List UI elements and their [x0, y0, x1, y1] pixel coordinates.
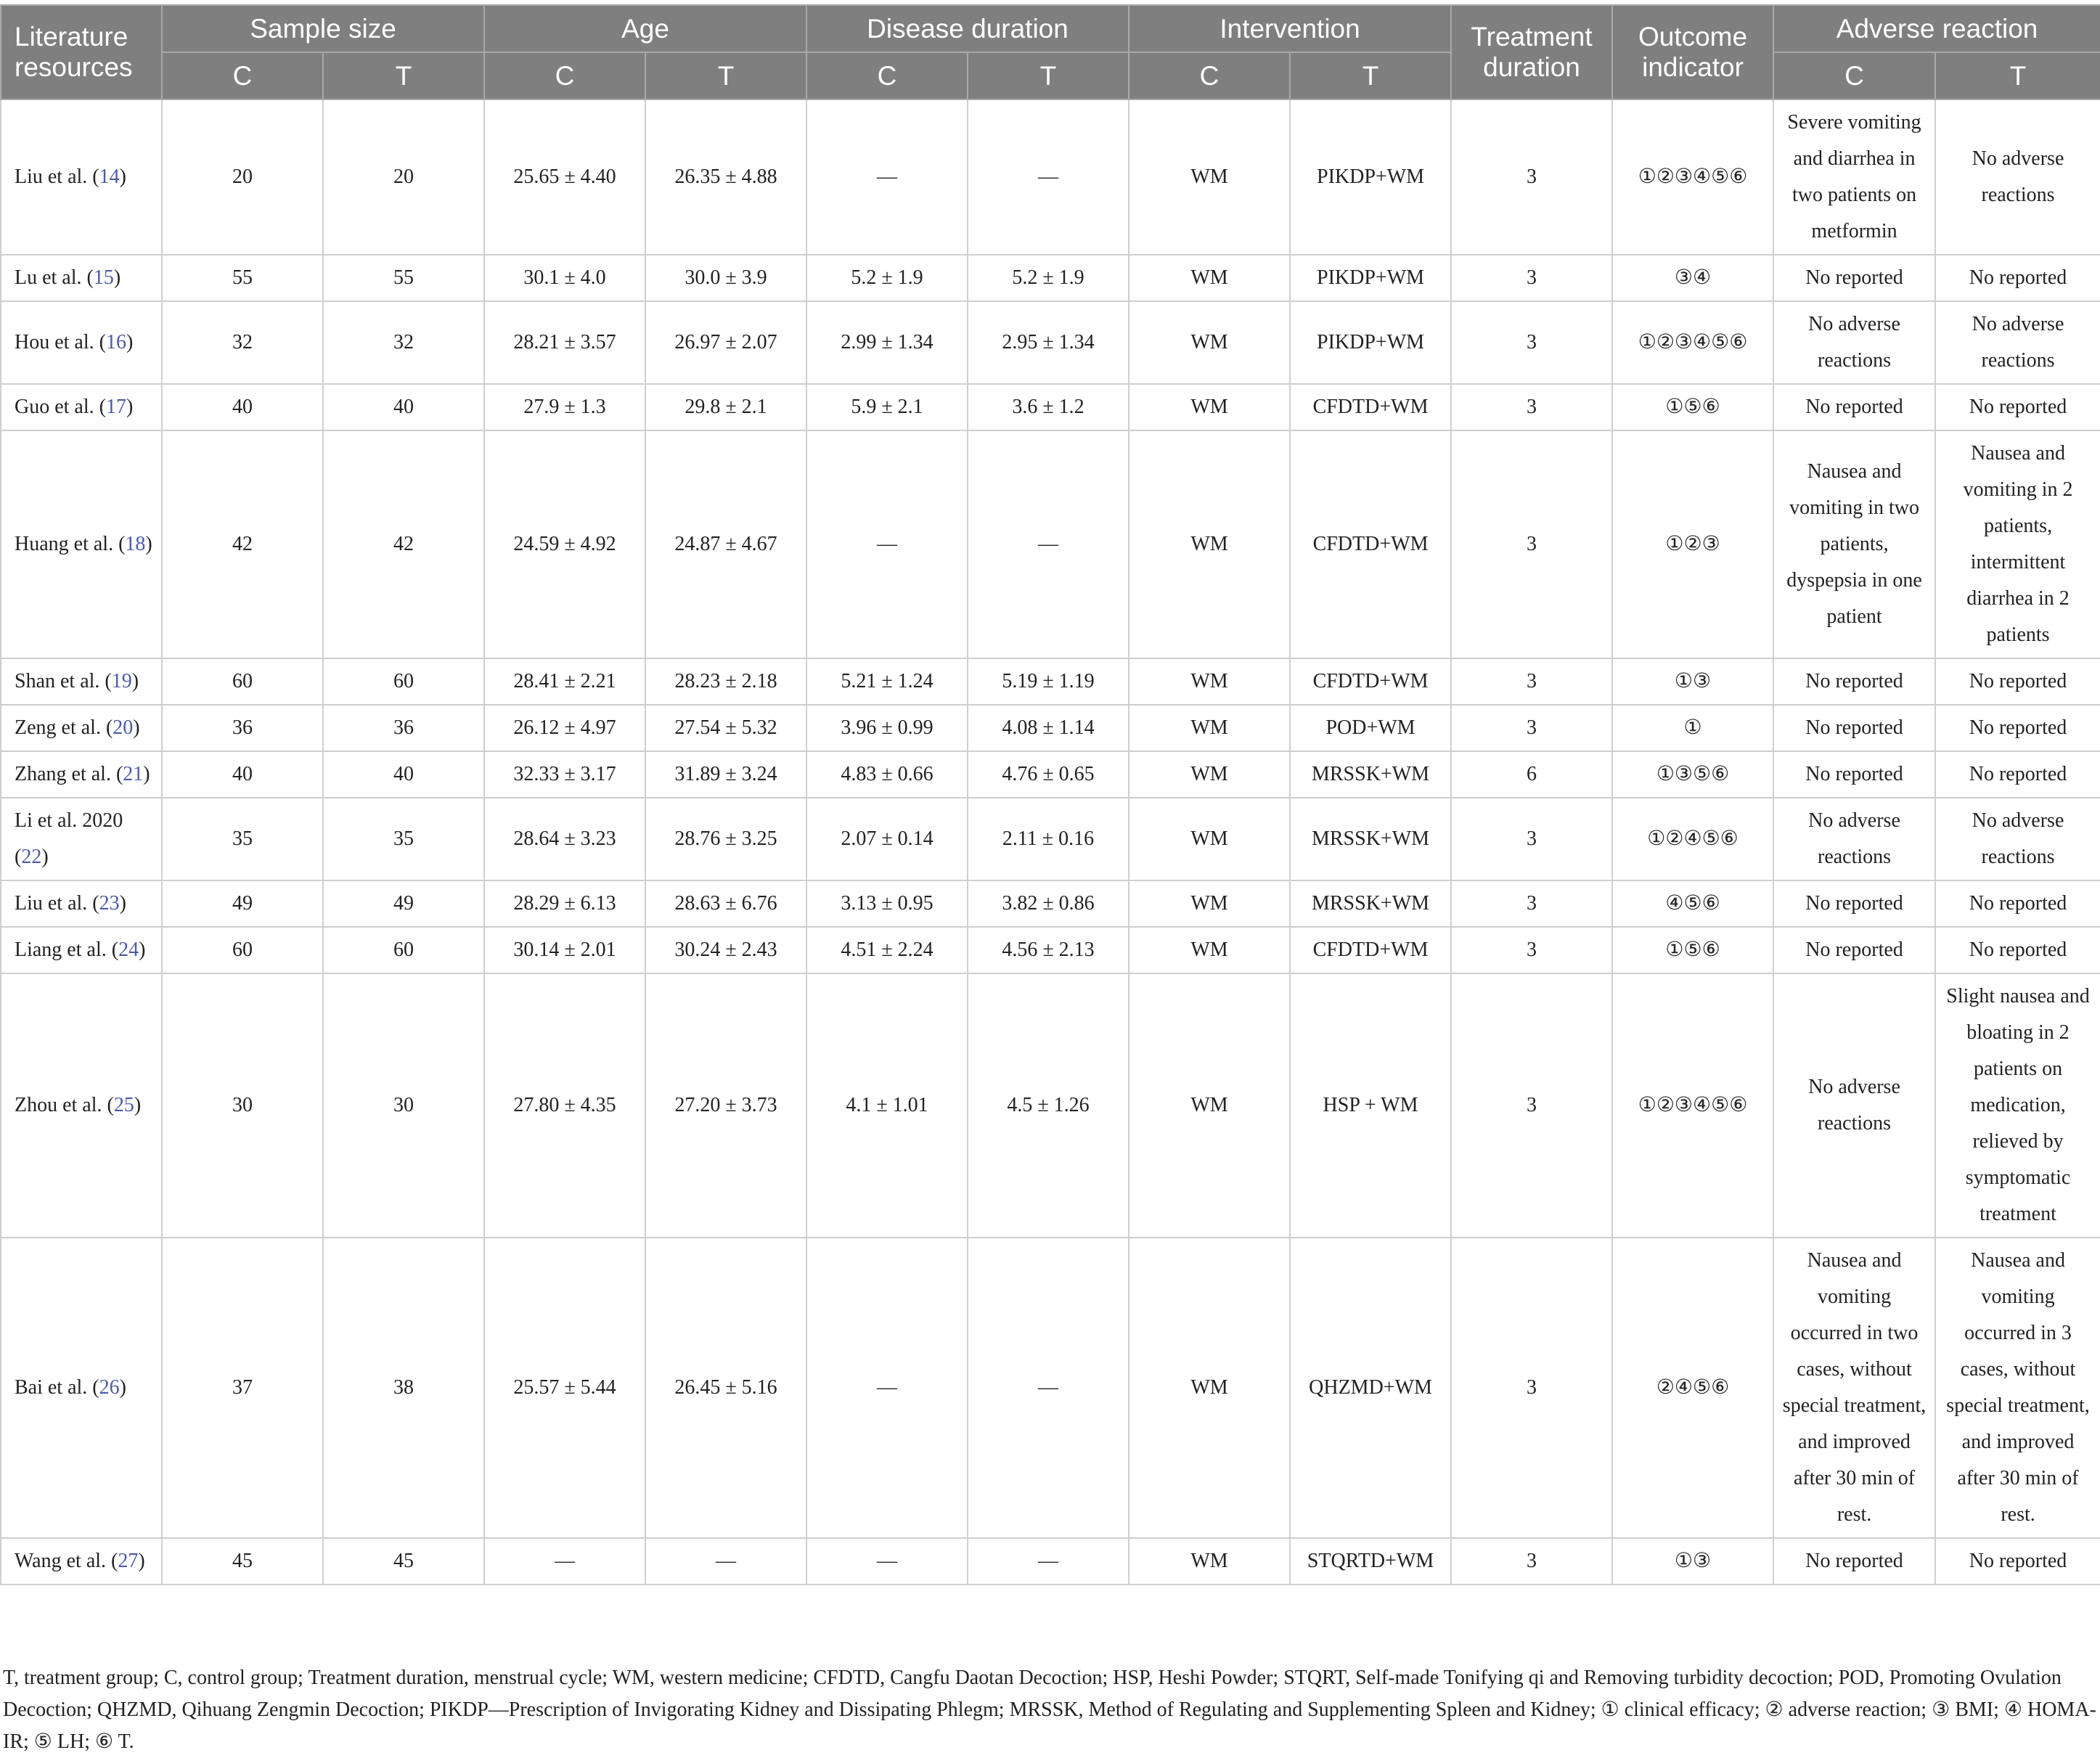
age-c-cell: 30.14 ± 2.01 — [484, 927, 645, 973]
sample-size-c-cell: 60 — [162, 927, 323, 973]
literature-cell — [1, 798, 162, 880]
duration-t-cell: 4.76 ± 0.65 — [968, 751, 1129, 798]
subheader-c: C — [1129, 52, 1290, 99]
author-text: Liang et al. ( — [15, 939, 119, 961]
literature-cell — [1, 658, 162, 705]
intervention-t-cell: PIKDP+WM — [1290, 301, 1451, 384]
age-t-cell: 28.76 ± 3.25 — [645, 798, 806, 880]
table-row — [1, 751, 2100, 798]
study-characteristics-table-wrapper — [0, 4, 2100, 1585]
age-c-cell: 25.57 ± 5.44 — [484, 1238, 645, 1538]
intervention-c-cell: WM — [1129, 255, 1290, 301]
age-c-cell: 27.80 ± 4.35 — [484, 973, 645, 1238]
adverse-reaction-c-cell: No reported — [1773, 1538, 1935, 1585]
adverse-reaction-c-cell: Nausea and vomiting occurred in two cases, without special treatment, and improved after 30 min of rest. — [1773, 1238, 1935, 1538]
table-row — [1, 1238, 2100, 1538]
table-header — [1, 5, 2100, 99]
literature-cell — [1, 1238, 162, 1538]
sample-size-c-cell: 36 — [162, 705, 323, 751]
table-row — [1, 880, 2100, 927]
adverse-reaction-t-cell: No adverse reactions — [1935, 798, 2100, 880]
table-row — [1, 798, 2100, 880]
reference-close: ) — [119, 1376, 126, 1399]
reference-close: ) — [134, 1094, 142, 1116]
author-text: Wang et al. ( — [15, 1550, 118, 1572]
literature-cell — [1, 301, 162, 384]
outcome-indicator-cell: ①③⑤⑥ — [1612, 751, 1773, 798]
age-t-cell: — — [645, 1538, 806, 1585]
author-text: Li et al. 2020 ( — [15, 809, 123, 868]
reference-link[interactable]: 20 — [113, 716, 134, 739]
intervention-t-cell: HSP + WM — [1290, 973, 1451, 1238]
intervention-t-cell: MRSSK+WM — [1290, 751, 1451, 798]
duration-c-cell: — — [806, 430, 968, 658]
intervention-c-cell: WM — [1129, 1538, 1290, 1585]
age-t-cell: 28.23 ± 2.18 — [645, 658, 806, 705]
adverse-reaction-c-cell: No reported — [1773, 927, 1935, 973]
age-t-cell: 26.35 ± 4.88 — [645, 99, 806, 255]
reference-link[interactable]: 26 — [99, 1376, 120, 1399]
outcome-indicator-cell: ①②③④⑤⑥ — [1612, 301, 1773, 384]
age-c-cell: 28.21 ± 3.57 — [484, 301, 645, 384]
reference-link[interactable]: 22 — [21, 846, 42, 868]
duration-c-cell: 3.96 ± 0.99 — [806, 705, 968, 751]
reference-close: ) — [126, 396, 134, 418]
age-c-cell: 24.59 ± 4.92 — [484, 430, 645, 658]
age-t-cell: 31.89 ± 3.24 — [645, 751, 806, 798]
reference-close: ) — [41, 846, 49, 868]
author-text: Liu et al. ( — [15, 892, 99, 915]
table-row — [1, 301, 2100, 384]
sample-size-c-cell: 49 — [162, 880, 323, 927]
treatment-duration-cell: 3 — [1451, 1238, 1612, 1538]
subheader-c: C — [806, 52, 968, 99]
reference-link[interactable]: 19 — [111, 670, 132, 692]
reference-link[interactable]: 24 — [118, 939, 139, 961]
intervention-c-cell: WM — [1129, 99, 1290, 255]
treatment-duration-cell: 3 — [1451, 430, 1612, 658]
adverse-reaction-t-cell: Nausea and vomiting in 2 patients, intermittent diarrhea in 2 patients — [1935, 430, 2100, 658]
treatment-duration-cell: 3 — [1451, 705, 1612, 751]
adverse-reaction-c-cell: No adverse reactions — [1773, 973, 1935, 1238]
outcome-indicator-cell: ①②③ — [1612, 430, 1773, 658]
outcome-indicator-cell: ④⑤⑥ — [1612, 880, 1773, 927]
duration-t-cell: — — [968, 99, 1129, 255]
sample-size-c-cell: 37 — [162, 1238, 323, 1538]
adverse-reaction-c-cell: No adverse reactions — [1773, 301, 1935, 384]
outcome-indicator-cell: ①②④⑤⑥ — [1612, 798, 1773, 880]
adverse-reaction-t-cell: No reported — [1935, 658, 2100, 705]
reference-close: ) — [131, 670, 139, 692]
intervention-t-cell: POD+WM — [1290, 705, 1451, 751]
sample-size-t-cell: 35 — [323, 798, 484, 880]
table-row — [1, 705, 2100, 751]
intervention-t-cell: QHZMD+WM — [1290, 1238, 1451, 1538]
age-t-cell: 30.24 ± 2.43 — [645, 927, 806, 973]
treatment-duration-cell: 3 — [1451, 301, 1612, 384]
duration-t-cell: 3.82 ± 0.86 — [968, 880, 1129, 927]
age-c-cell: 30.1 ± 4.0 — [484, 255, 645, 301]
intervention-c-cell: WM — [1129, 384, 1290, 430]
age-t-cell: 27.20 ± 3.73 — [645, 973, 806, 1238]
age-t-cell: 28.63 ± 6.76 — [645, 880, 806, 927]
sample-size-t-cell: 36 — [323, 705, 484, 751]
treatment-duration-cell: 3 — [1451, 658, 1612, 705]
literature-cell — [1, 705, 162, 751]
duration-c-cell: 4.51 ± 2.24 — [806, 927, 968, 973]
adverse-reaction-c-cell: No reported — [1773, 751, 1935, 798]
outcome-indicator-cell: ①③ — [1612, 658, 1773, 705]
table-row — [1, 658, 2100, 705]
intervention-c-cell: WM — [1129, 301, 1290, 384]
adverse-reaction-t-cell: No reported — [1935, 880, 2100, 927]
age-t-cell: 26.97 ± 2.07 — [645, 301, 806, 384]
reference-link[interactable]: 23 — [99, 892, 120, 915]
duration-t-cell: — — [968, 430, 1129, 658]
sample-size-t-cell: 60 — [323, 927, 484, 973]
subheader-c: C — [162, 52, 323, 99]
literature-cell — [1, 255, 162, 301]
outcome-indicator-cell: ②④⑤⑥ — [1612, 1238, 1773, 1538]
outcome-indicator-cell: ①②③④⑤⑥ — [1612, 99, 1773, 255]
sample-size-c-cell: 40 — [162, 751, 323, 798]
sample-size-c-cell: 20 — [162, 99, 323, 255]
reference-close: ) — [119, 892, 126, 915]
reference-close: ) — [126, 331, 134, 353]
treatment-duration-cell: 3 — [1451, 973, 1612, 1238]
adverse-reaction-c-cell: No reported — [1773, 384, 1935, 430]
table-row — [1, 973, 2100, 1238]
literature-cell — [1, 430, 162, 658]
intervention-c-cell: WM — [1129, 705, 1290, 751]
table-row — [1, 1538, 2100, 1585]
reference-link[interactable]: 15 — [93, 266, 114, 289]
literature-cell — [1, 1538, 162, 1585]
study-characteristics-table — [0, 4, 2100, 1585]
intervention-t-cell: STQRTD+WM — [1290, 1538, 1451, 1585]
intervention-t-cell: CFDTD+WM — [1290, 384, 1451, 430]
intervention-t-cell: CFDTD+WM — [1290, 658, 1451, 705]
literature-cell — [1, 751, 162, 798]
duration-c-cell: 3.13 ± 0.95 — [806, 880, 968, 927]
sample-size-t-cell: 40 — [323, 384, 484, 430]
adverse-reaction-c-cell: No reported — [1773, 880, 1935, 927]
age-c-cell: 26.12 ± 4.97 — [484, 705, 645, 751]
treatment-duration-cell: 3 — [1451, 880, 1612, 927]
subheader-t: T — [968, 52, 1129, 99]
sample-size-c-cell: 60 — [162, 658, 323, 705]
sample-size-c-cell: 30 — [162, 973, 323, 1238]
subheader-t: T — [323, 52, 484, 99]
author-text: Hou et al. ( — [15, 331, 106, 353]
adverse-reaction-t-cell: No reported — [1935, 927, 2100, 973]
adverse-reaction-c-cell: No reported — [1773, 658, 1935, 705]
duration-c-cell: 5.9 ± 2.1 — [806, 384, 968, 430]
subheader-t: T — [1935, 52, 2100, 99]
table-row — [1, 430, 2100, 658]
duration-c-cell: — — [806, 1538, 968, 1585]
adverse-reaction-t-cell: No reported — [1935, 255, 2100, 301]
sample-size-t-cell: 55 — [323, 255, 484, 301]
age-c-cell: 27.9 ± 1.3 — [484, 384, 645, 430]
age-c-cell: 28.41 ± 2.21 — [484, 658, 645, 705]
header-literature: Literature resources — [1, 5, 162, 99]
intervention-c-cell: WM — [1129, 880, 1290, 927]
intervention-t-cell: CFDTD+WM — [1290, 927, 1451, 973]
sample-size-t-cell: 40 — [323, 751, 484, 798]
header-age: Age — [484, 5, 806, 52]
reference-link[interactable]: 21 — [123, 763, 144, 785]
author-text: Lu et al. ( — [15, 266, 94, 289]
reference-close: ) — [138, 1550, 145, 1572]
age-t-cell: 30.0 ± 3.9 — [645, 255, 806, 301]
intervention-t-cell: PIKDP+WM — [1290, 255, 1451, 301]
duration-t-cell: 5.2 ± 1.9 — [968, 255, 1129, 301]
literature-cell — [1, 99, 162, 255]
reference-link[interactable]: 25 — [113, 1094, 134, 1116]
age-t-cell: 27.54 ± 5.32 — [645, 705, 806, 751]
sample-size-c-cell: 35 — [162, 798, 323, 880]
literature-cell — [1, 927, 162, 973]
age-t-cell: 24.87 ± 4.67 — [645, 430, 806, 658]
sample-size-t-cell: 32 — [323, 301, 484, 384]
adverse-reaction-t-cell: No adverse reactions — [1935, 301, 2100, 384]
subheader-c: C — [484, 52, 645, 99]
outcome-indicator-cell: ①⑤⑥ — [1612, 927, 1773, 973]
header-outcome-indicator: Outcome indicator — [1612, 5, 1773, 99]
age-c-cell: 25.65 ± 4.40 — [484, 99, 645, 255]
header-adverse-reaction: Adverse reaction — [1773, 5, 2100, 52]
duration-c-cell: — — [806, 99, 968, 255]
adverse-reaction-t-cell: No reported — [1935, 384, 2100, 430]
outcome-indicator-cell: ①③ — [1612, 1538, 1773, 1585]
sample-size-t-cell: 42 — [323, 430, 484, 658]
author-text: Guo et al. ( — [15, 396, 106, 418]
duration-t-cell: 4.08 ± 1.14 — [968, 705, 1129, 751]
duration-c-cell: 4.1 ± 1.01 — [806, 973, 968, 1238]
table-row — [1, 255, 2100, 301]
intervention-c-cell: WM — [1129, 973, 1290, 1238]
adverse-reaction-c-cell: No reported — [1773, 255, 1935, 301]
reference-link[interactable]: 27 — [118, 1550, 139, 1572]
reference-close: ) — [119, 165, 126, 188]
literature-cell — [1, 880, 162, 927]
intervention-t-cell: MRSSK+WM — [1290, 880, 1451, 927]
reference-link[interactable]: 18 — [125, 533, 146, 555]
literature-cell — [1, 973, 162, 1238]
duration-c-cell: — — [806, 1238, 968, 1538]
age-c-cell: 28.29 ± 6.13 — [484, 880, 645, 927]
adverse-reaction-c-cell: No adverse reactions — [1773, 798, 1935, 880]
treatment-duration-cell: 3 — [1451, 1538, 1612, 1585]
duration-c-cell: 5.2 ± 1.9 — [806, 255, 968, 301]
duration-c-cell: 2.07 ± 0.14 — [806, 798, 968, 880]
reference-link[interactable]: 16 — [105, 331, 126, 353]
intervention-t-cell: PIKDP+WM — [1290, 99, 1451, 255]
sample-size-c-cell: 32 — [162, 301, 323, 384]
intervention-c-cell: WM — [1129, 658, 1290, 705]
treatment-duration-cell: 6 — [1451, 751, 1612, 798]
treatment-duration-cell: 3 — [1451, 384, 1612, 430]
outcome-indicator-cell: ① — [1612, 705, 1773, 751]
sample-size-t-cell: 60 — [323, 658, 484, 705]
reference-close: ) — [145, 533, 152, 555]
reference-link[interactable]: 17 — [105, 396, 126, 418]
reference-close: ) — [113, 266, 121, 289]
intervention-c-cell: WM — [1129, 798, 1290, 880]
literature-cell — [1, 384, 162, 430]
sample-size-t-cell: 38 — [323, 1238, 484, 1538]
sample-size-c-cell: 40 — [162, 384, 323, 430]
duration-t-cell: 5.19 ± 1.19 — [968, 658, 1129, 705]
duration-t-cell: 2.95 ± 1.34 — [968, 301, 1129, 384]
duration-t-cell: — — [968, 1538, 1129, 1585]
author-text: Huang et al. ( — [15, 533, 126, 555]
outcome-indicator-cell: ③④ — [1612, 255, 1773, 301]
treatment-duration-cell: 3 — [1451, 99, 1612, 255]
sample-size-c-cell: 42 — [162, 430, 323, 658]
header-disease-duration: Disease duration — [806, 5, 1129, 52]
duration-t-cell: 2.11 ± 0.16 — [968, 798, 1129, 880]
author-text: Bai et al. ( — [15, 1376, 99, 1399]
header-intervention: Intervention — [1129, 5, 1451, 52]
adverse-reaction-t-cell: Nausea and vomiting occurred in 3 cases, without special treatment, and improved after 30 min of rest. — [1935, 1238, 2100, 1538]
adverse-reaction-c-cell: No reported — [1773, 705, 1935, 751]
reference-close: ) — [133, 716, 140, 739]
duration-c-cell: 5.21 ± 1.24 — [806, 658, 968, 705]
duration-t-cell: 4.56 ± 2.13 — [968, 927, 1129, 973]
adverse-reaction-t-cell: No reported — [1935, 751, 2100, 798]
sample-size-t-cell: 49 — [323, 880, 484, 927]
author-text: Zeng et al. ( — [15, 716, 113, 739]
subheader-t: T — [645, 52, 806, 99]
duration-c-cell: 4.83 ± 0.66 — [806, 751, 968, 798]
intervention-c-cell: WM — [1129, 927, 1290, 973]
outcome-indicator-cell: ①⑤⑥ — [1612, 384, 1773, 430]
subheader-c: C — [1773, 52, 1935, 99]
adverse-reaction-t-cell: No adverse reactions — [1935, 99, 2100, 255]
reference-close: ) — [139, 939, 146, 961]
subheader-t: T — [1290, 52, 1451, 99]
treatment-duration-cell: 3 — [1451, 798, 1612, 880]
author-text: Zhou et al. ( — [15, 1094, 114, 1116]
header-sample-size: Sample size — [162, 5, 484, 52]
author-text: Zhang et al. ( — [15, 763, 123, 785]
duration-t-cell: — — [968, 1238, 1129, 1538]
duration-t-cell: 3.6 ± 1.2 — [968, 384, 1129, 430]
treatment-duration-cell: 3 — [1451, 927, 1612, 973]
sample-size-c-cell: 55 — [162, 255, 323, 301]
age-c-cell: — — [484, 1538, 645, 1585]
table-body — [1, 99, 2100, 1585]
table-footnote: T, treatment group; C, control group; Treatment duration, menstrual cycle; WM, western medicine; CFDTD, Cangfu Daotan Decoction; HSP, Heshi Powder; STQRT, Self-made Tonifying qi and Removing turbidity decoction; POD, Promoting Ovulation Decoction; QHZMD, Qihuang Zengmin Decoction; PIKDP—Prescription of Invigorating Kidney and Dissipating Phlegm; MRSSK, Method of Regulating and Supplementing Spleen and Kidney; ① clinical efficacy; ② adverse reaction; ③ BMI; ④ HOMA-IR; ⑤ LH; ⑥ T. — [3, 1667, 2096, 1753]
intervention-t-cell: CFDTD+WM — [1290, 430, 1451, 658]
adverse-reaction-t-cell: Slight nausea and bloating in 2 patients on medication, relieved by symptomatic treatment — [1935, 973, 2100, 1238]
table-row — [1, 99, 2100, 255]
reference-close: ) — [143, 763, 150, 785]
age-c-cell: 28.64 ± 3.23 — [484, 798, 645, 880]
adverse-reaction-c-cell: Nausea and vomiting in two patients, dyspepsia in one patient — [1773, 430, 1935, 658]
intervention-t-cell: MRSSK+WM — [1290, 798, 1451, 880]
sample-size-t-cell: 20 — [323, 99, 484, 255]
age-t-cell: 29.8 ± 2.1 — [645, 384, 806, 430]
age-t-cell: 26.45 ± 5.16 — [645, 1238, 806, 1538]
treatment-duration-cell: 3 — [1451, 255, 1612, 301]
adverse-reaction-c-cell: Severe vomiting and diarrhea in two patients on metformin — [1773, 99, 1935, 255]
intervention-c-cell: WM — [1129, 430, 1290, 658]
intervention-c-cell: WM — [1129, 751, 1290, 798]
sample-size-c-cell: 45 — [162, 1538, 323, 1585]
duration-c-cell: 2.99 ± 1.34 — [806, 301, 968, 384]
table-row — [1, 384, 2100, 430]
author-text: Liu et al. ( — [15, 165, 99, 188]
sample-size-t-cell: 45 — [323, 1538, 484, 1585]
reference-link[interactable]: 14 — [99, 165, 120, 188]
outcome-indicator-cell: ①②③④⑤⑥ — [1612, 973, 1773, 1238]
table-row — [1, 927, 2100, 973]
adverse-reaction-t-cell: No reported — [1935, 1538, 2100, 1585]
intervention-c-cell: WM — [1129, 1238, 1290, 1538]
sample-size-t-cell: 30 — [323, 973, 484, 1238]
author-text: Shan et al. ( — [15, 670, 112, 692]
adverse-reaction-t-cell: No reported — [1935, 705, 2100, 751]
duration-t-cell: 4.5 ± 1.26 — [968, 973, 1129, 1238]
header-treatment-duration: Treatment duration — [1451, 5, 1612, 99]
age-c-cell: 32.33 ± 3.17 — [484, 751, 645, 798]
